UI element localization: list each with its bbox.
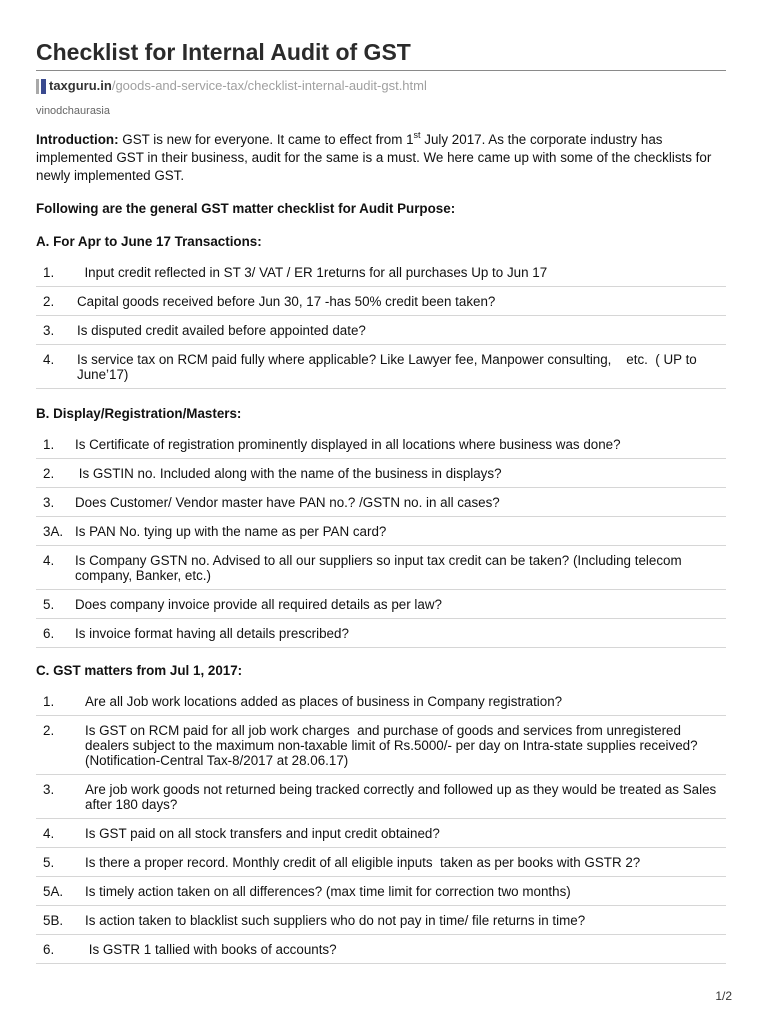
item-number: 2. <box>43 723 55 738</box>
item-text: Is service tax on RCM paid fully where applicable? Like Lawyer fee, Manpower consulting, etc. ( UP to June’17) <box>77 352 701 382</box>
item-text: Is Certificate of registration prominently displayed in all locations where business was done? <box>75 437 621 452</box>
list-item <box>36 619 726 648</box>
list-item <box>36 459 726 488</box>
item-number: 4. <box>43 553 55 568</box>
item-text: Is PAN No. tying up with the name as per PAN card? <box>75 524 387 539</box>
item-number: 3. <box>43 495 55 510</box>
item-text: Is Company GSTN no. Advised to all our suppliers so input tax credit can be taken? (Including telecom company, Banker, etc.) <box>75 553 682 583</box>
item-text: Is GST on RCM paid for all job work charges and purchase of goods and services from unregistered dealers subject to the maximum non-taxable limit of Rs.5000/- per day on Intra-state supplies received? (Notification-Central Tax-8/2017 at 28.06.17) <box>85 723 702 768</box>
item-text: Input credit reflected in ST 3/ VAT / ER 1returns for all purchases Up to Jun 17 <box>77 265 548 280</box>
source-line <box>36 78 726 94</box>
title-divider <box>36 70 726 71</box>
item-text: Is action taken to blacklist such suppliers who do not pay in time/ file returns in time? <box>85 913 586 928</box>
list-item <box>36 716 726 775</box>
section-b-list <box>36 430 726 648</box>
item-number: 6. <box>43 942 55 957</box>
list-item <box>36 517 726 546</box>
item-number: 6. <box>43 626 55 641</box>
list-item <box>36 258 726 287</box>
list-item <box>36 935 726 964</box>
item-number: 3. <box>43 782 55 797</box>
item-text: Is there a proper record. Monthly credit of all eligible inputs taken as per books with GSTR 2? <box>85 855 641 870</box>
list-item <box>36 345 726 389</box>
list-item <box>36 906 726 935</box>
section-a-list <box>36 258 726 389</box>
item-text: Does company invoice provide all required details as per law? <box>75 597 442 612</box>
page-title: Checklist for Internal Audit of GST <box>36 39 411 65</box>
item-text: Does Customer/ Vendor master have PAN no.? /GSTN no. in all cases? <box>75 495 500 510</box>
section-a-heading: A. For Apr to June 17 Transactions: <box>36 234 262 249</box>
item-number: 1. <box>43 265 55 280</box>
item-number: 3. <box>43 323 55 338</box>
item-text: Is invoice format having all details prescribed? <box>75 626 349 641</box>
item-number: 4. <box>43 352 55 367</box>
item-number: 5B. <box>43 913 64 928</box>
item-text: Is timely action taken on all differences? (max time limit for correction two months) <box>85 884 571 899</box>
item-number: 5. <box>43 855 55 870</box>
taxguru-logo-icon <box>36 79 46 94</box>
list-item <box>36 775 726 819</box>
author-name: vinodchaurasia <box>36 105 110 117</box>
introduction-text-1: GST is new for everyone. It came to effect from 1 <box>118 132 414 147</box>
item-text: Is disputed credit availed before appointed date? <box>77 323 366 338</box>
document-page <box>36 0 726 964</box>
section-c-list <box>36 687 726 964</box>
list-item <box>36 546 726 590</box>
item-text: Are all Job work locations added as places of business in Company registration? <box>85 694 563 709</box>
following-heading: Following are the general GST matter checklist for Audit Purpose: <box>36 201 456 216</box>
introduction-label: Introduction: <box>36 132 119 147</box>
item-text: Is GSTIN no. Included along with the name of the business in displays? <box>75 466 502 481</box>
source-site[interactable]: taxguru.in <box>49 78 112 93</box>
page-number: 1/2 <box>715 989 732 1003</box>
list-item <box>36 687 726 716</box>
introduction-superscript: st <box>413 130 421 140</box>
item-number: 3A. <box>43 524 64 539</box>
list-item <box>36 877 726 906</box>
item-number: 1. <box>43 694 55 709</box>
item-number: 4. <box>43 826 55 841</box>
list-item <box>36 287 726 316</box>
introduction-text-2: July 2017. As the corporate industry has implemented GST in their business, audit for the same is a must. We here came up with some of the checklists for newly implemented GST. <box>36 132 712 183</box>
item-text: Capital goods received before Jun 30, 17 -has 50% credit been taken? <box>77 294 496 309</box>
source-path[interactable]: /goods-and-service-tax/checklist-internal-audit-gst.html <box>111 78 427 93</box>
item-text: Is GST paid on all stock transfers and input credit obtained? <box>85 826 440 841</box>
item-number: 5A. <box>43 884 64 899</box>
list-item <box>36 316 726 345</box>
section-b-heading: B. Display/Registration/Masters: <box>36 406 242 421</box>
list-item <box>36 430 726 459</box>
list-item <box>36 819 726 848</box>
item-number: 5. <box>43 597 55 612</box>
list-item <box>36 848 726 877</box>
item-text: Is GSTR 1 tallied with books of accounts? <box>85 942 337 957</box>
item-number: 2. <box>43 466 55 481</box>
list-item <box>36 488 726 517</box>
introduction-paragraph <box>36 131 726 185</box>
section-c-heading: C. GST matters from Jul 1, 2017: <box>36 663 243 678</box>
item-text: Are job work goods not returned being tracked correctly and followed up as they would be treated as Sales after 180 days? <box>85 782 717 812</box>
list-item <box>36 590 726 619</box>
item-number: 2. <box>43 294 55 309</box>
item-number: 1. <box>43 437 55 452</box>
